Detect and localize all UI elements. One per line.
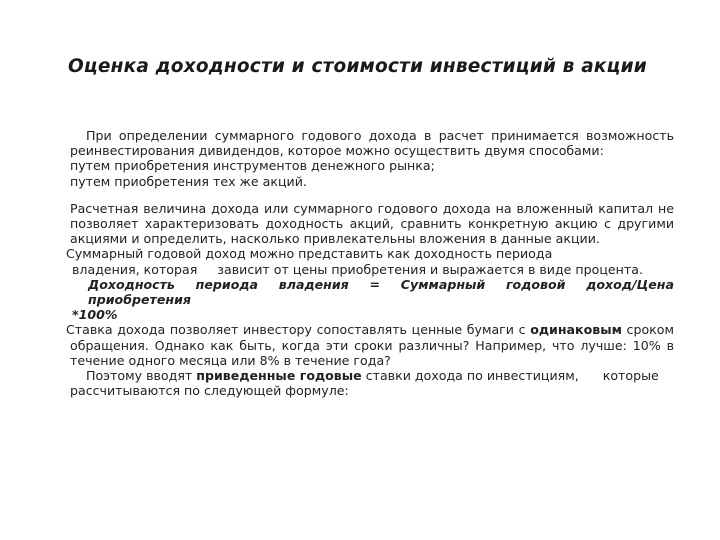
list-item: путем приобретения тех же акций. [70,173,307,189]
emphasis-text: одинаковым [530,322,622,338]
paragraph-reinvestment [66,128,674,189]
formula-line: Доходность периода владения = Суммарный годовой доход/Цена приобретения [88,276,674,308]
text-line: рассчитываются по следующей формуле: [70,383,349,399]
text-line [66,322,674,337]
text-line: обращения. Однако как быть, когда эти сроки различны? Например, что лучше: 10% в [70,337,674,353]
formula-holding-period-return [66,277,674,323]
paragraph-estimated-income [66,201,674,247]
paragraph-rate-of-return [66,322,674,368]
paragraph-annualized-rates [66,368,674,398]
text-segment: ставки дохода по инвестициям, которые [361,368,659,384]
text-segment: Поэтому вводят [86,368,197,384]
text-line: реинвестирования дивидендов, которое можно осуществить двумя способами: [70,143,604,159]
slide-body [66,128,674,398]
text-line: владения, которая зависит от цены приобретения и выражается в виде процента. [72,261,643,277]
text-line [66,368,674,383]
spacer [66,189,674,201]
text-segment: сроком [621,322,674,338]
text-line: При определении суммарного годового дохода в расчет принимается возможность [86,128,674,143]
formula-line: *100% [72,307,118,323]
paragraph-holding-period [66,246,674,276]
list-item: путем приобретения инструментов денежного рынка; [70,158,435,174]
text-line: акциями и определить, насколько привлекательны вложения в данные акции. [70,231,600,247]
text-line: Расчетная величина дохода или суммарного годового дохода на вложенный капитал не [70,200,674,216]
emphasis-text: приведенные годовые [196,368,362,384]
text-line: течение одного месяца или 8% в течение года? [70,352,391,368]
text-line: Суммарный годовой доход можно представить как доходность периода [66,246,553,262]
slide-title: Оценка доходности и стоимости инвестиций в акции [68,56,647,77]
text-segment: Ставка дохода позволяет инвестору сопоставлять ценные бумаги с [66,322,531,338]
text-line: позволяет характеризовать доходность акций, сравнить конкретную акцию с другими [70,216,674,232]
